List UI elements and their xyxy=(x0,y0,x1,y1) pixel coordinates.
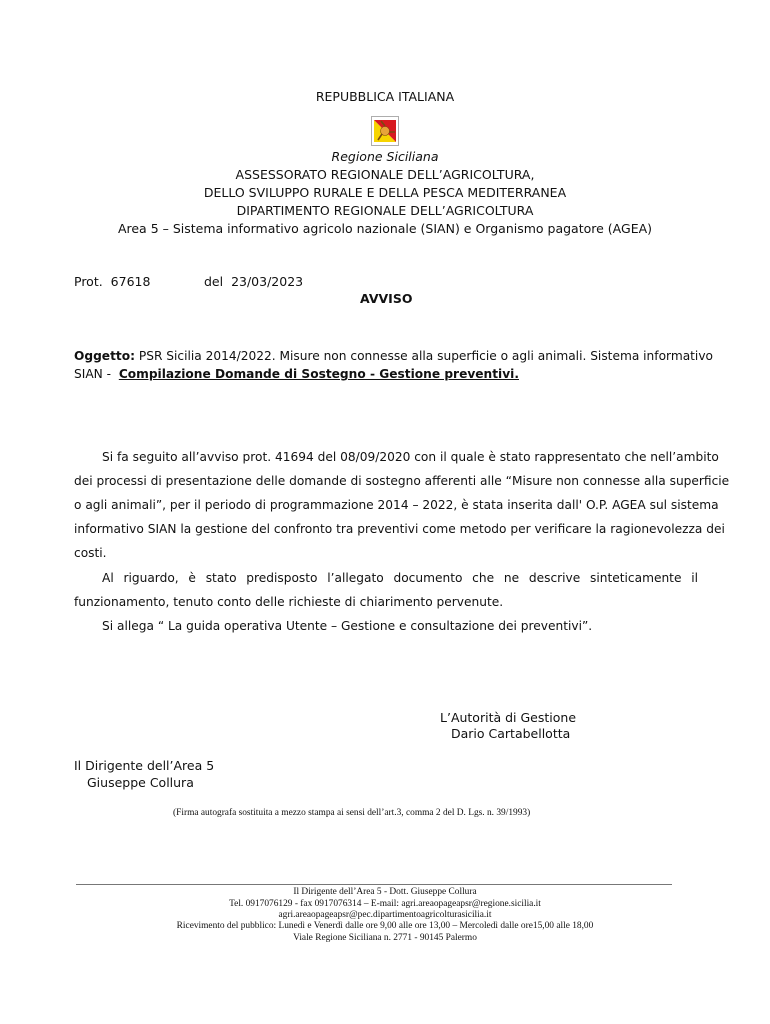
paragraph-1-line-1: Si fa seguito all’avviso prot. 41694 del 08/09/2020 con il quale è stato rappresentato che nell’ambito xyxy=(102,450,719,464)
authority-name: Dario Cartabellotta xyxy=(451,726,571,741)
subject-label: Oggetto: xyxy=(74,349,135,363)
protocol-date: 23/03/2023 xyxy=(231,274,304,289)
authority-title: L’Autorità di Gestione xyxy=(440,710,577,725)
protocol-line xyxy=(74,274,150,289)
notice-title: AVVISO xyxy=(360,291,413,306)
paragraph-1-line-2: dei processi di presentazione delle domande di sostegno afferenti alle “Misure non connesse alla superficie xyxy=(74,474,730,488)
protocol-number: 67618 xyxy=(110,274,151,289)
signature-note: (Firma autografa sostituita a mezzo stampa ai sensi dell’art.3, comma 2 del D. Lgs. n. 39/1993) xyxy=(173,808,531,818)
area-line: Area 5 – Sistema informativo agricolo nazionale (SIAN) e Organismo pagatore (AGEA) xyxy=(117,221,653,236)
assessorato-line-2: DELLO SVILUPPO RURALE E DELLA PESCA MEDITERRANEA xyxy=(203,185,567,200)
paragraph-1-line-5: costi. xyxy=(74,546,107,560)
footer-line-3: agri.areaopageapsr@pec.dipartimentoagricolturasicilia.it xyxy=(278,910,492,920)
subject-line-2 xyxy=(74,367,519,381)
paragraph-1-line-3: o agli animali”, per il periodo di programmazione 2014 – 2022, è stata inserita dall' O.P. AGEA sul sistema xyxy=(74,498,719,512)
paragraph-2-line-2: funzionamento, tenuto conto delle richieste di chiarimento pervenute. xyxy=(74,595,504,609)
footer-divider xyxy=(76,884,672,885)
footer-line-5: Viale Regione Siciliana n. 2771 - 90145 Palermo xyxy=(293,933,477,943)
subject-underlined-title: Compilazione Domande di Sostegno - Gestione preventivi. xyxy=(118,367,519,381)
footer-line-4: Ricevimento del pubblico: Lunedì e Venerdì dalle ore 9,00 alle ore 13,00 – Mercoledì dalle ore15,00 alle 18,00 xyxy=(176,921,594,931)
subject-prefix: SIAN - xyxy=(74,367,112,381)
sicily-emblem-icon xyxy=(371,116,399,146)
subject-text-1: PSR Sicilia 2014/2022. Misure non connesse alla superficie o agli animali. Sistema informativo xyxy=(138,349,713,363)
republic-heading: REPUBBLICA ITALIANA xyxy=(315,89,455,104)
protocol-label: Prot. xyxy=(74,274,103,289)
subject-line-1 xyxy=(74,349,713,363)
footer-line-1: Il Dirigente dell’Area 5 - Dott. Giuseppe Collura xyxy=(293,887,477,897)
region-name: Regione Siciliana xyxy=(331,149,439,164)
footer-line-2: Tel. 0917076129 - fax 0917076314 – E-mail: agri.areaopageapsr@regione.sicilia.it xyxy=(229,899,541,909)
paragraph-1-line-4: informativo SIAN la gestione del confronto tra preventivi come metodo per verificare la ragionevolezza dei xyxy=(74,522,725,536)
paragraph-3: Si allega “ La guida operativa Utente – Gestione e consultazione dei preventivi”. xyxy=(102,619,593,633)
assessorato-line-1: ASSESSORATO REGIONALE DELL’AGRICOLTURA, xyxy=(235,167,535,182)
manager-name: Giuseppe Collura xyxy=(87,775,194,790)
department-line: DIPARTIMENTO REGIONALE DELL’AGRICOLTURA xyxy=(236,203,534,218)
protocol-date-line xyxy=(204,274,303,289)
paragraph-2-line-1: Al riguardo, è stato predisposto l’allegato documento che ne descrive sinteticamente il xyxy=(102,571,698,585)
manager-title: Il Dirigente dell’Area 5 xyxy=(74,758,215,773)
date-label: del xyxy=(204,274,224,289)
